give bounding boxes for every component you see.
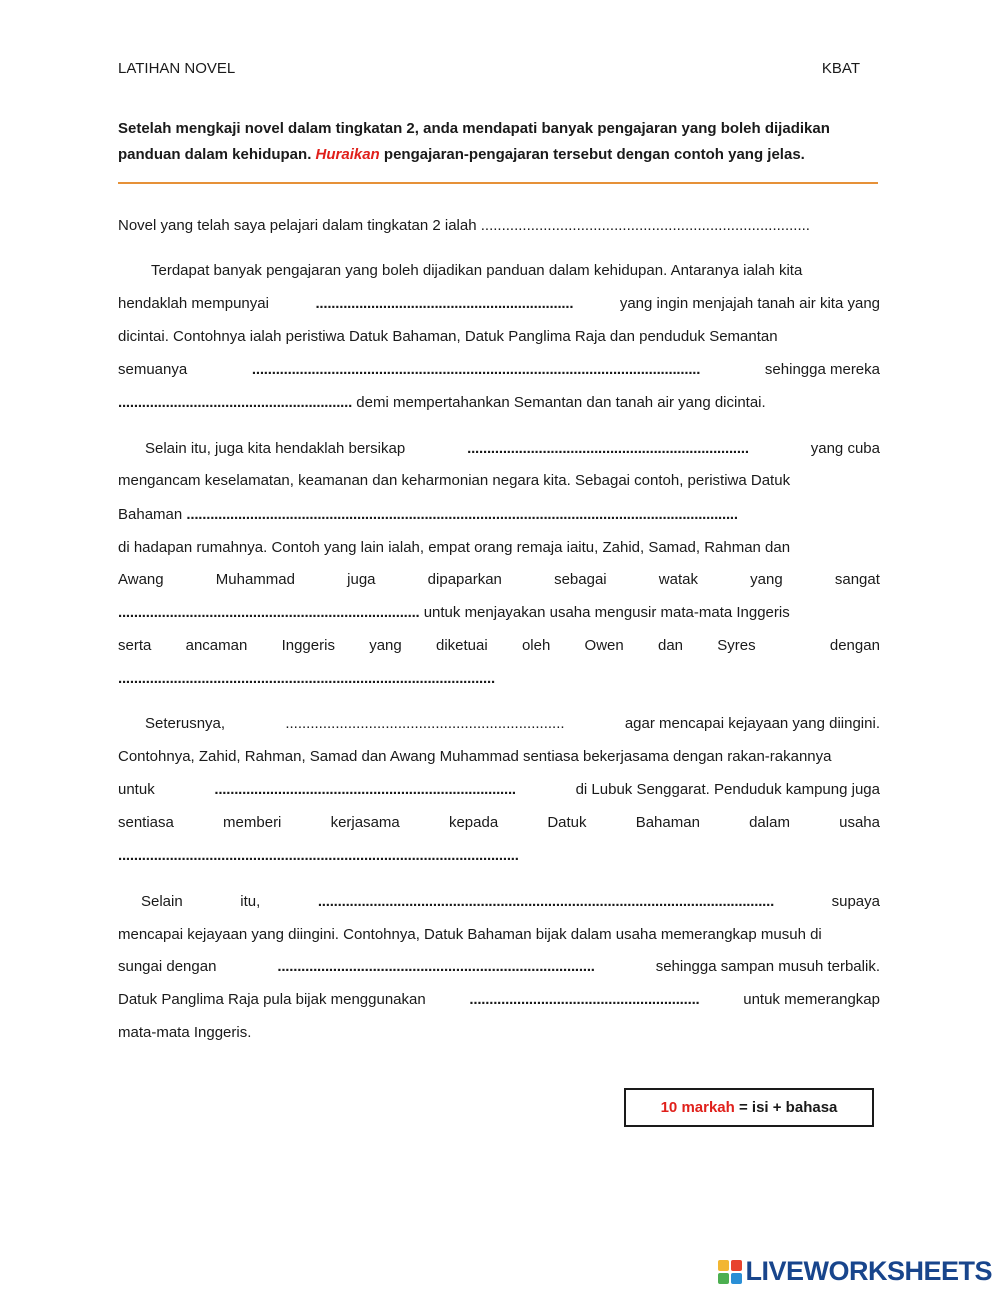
p3-text-1a: Seterusnya, — [145, 715, 226, 732]
answer-blank-5[interactable]: ........................................................................................................................................... — [186, 506, 738, 523]
p2-line-6 — [118, 602, 880, 624]
marks-value: 10 markah — [660, 1099, 735, 1116]
novel-answer-blank[interactable]: ............................................................................... — [480, 217, 810, 234]
p4-text-4c: untuk memerangkap — [743, 991, 880, 1008]
instruction-highlight: Huraikan — [315, 146, 380, 163]
p4-line-5 — [118, 1022, 880, 1044]
p2-line-7 — [118, 635, 880, 657]
p4-text-3c: sehingga sampan musuh terbalik. — [655, 958, 880, 975]
logo-icon — [718, 1260, 742, 1284]
p2-line-5 — [118, 569, 880, 591]
p3-line-2 — [118, 746, 880, 768]
p3-word: Datuk — [547, 814, 587, 831]
p1-text-4a: semuanya — [118, 361, 188, 378]
liveworksheets-logo — [718, 1256, 992, 1287]
p2-word: Inggeris — [281, 637, 335, 654]
p3-word: usaha — [839, 814, 880, 831]
instruction-part1: Setelah mengkaji novel dalam tingkatan 2, anda mendapati banyak pengajaran yang boleh dijadikan panduan dalam kehidupan. — [118, 120, 830, 163]
p2-word: Muhammad — [215, 571, 295, 588]
answer-blank-10[interactable]: ..................................................................................................... — [118, 847, 519, 864]
p4-text-4a: Datuk Panglima Raja pula bijak menggunakan — [118, 991, 426, 1008]
p2-word: dipaparkan — [427, 571, 502, 588]
p1-line-5 — [118, 392, 880, 414]
p2-text-1a: Selain itu, juga kita hendaklah bersikap — [145, 440, 406, 457]
instruction — [118, 116, 880, 168]
p3-word: dalam — [749, 814, 790, 831]
p1-line-4 — [118, 359, 880, 381]
p1-text-2a: hendaklah mempunyai — [118, 295, 269, 312]
answer-blank-8[interactable]: ................................................................... — [285, 715, 565, 732]
answer-blank-7[interactable]: ............................................................................................... — [118, 670, 495, 687]
p2-word: oleh — [521, 637, 551, 654]
p2-word: sebagai — [554, 571, 607, 588]
p2-line-2 — [118, 470, 880, 492]
p2-word: dengan — [829, 637, 880, 654]
p2-word: yang — [750, 571, 783, 588]
p1-line-3 — [118, 326, 880, 348]
p2-text-1c: yang cuba — [810, 440, 880, 457]
p1-line-2 — [118, 293, 880, 315]
p4-line-1 — [118, 891, 880, 913]
answer-blank-13[interactable]: .......................................................... — [469, 991, 700, 1008]
answer-blank-6[interactable]: ............................................................................ — [118, 604, 420, 621]
p4-line-2 — [118, 924, 880, 946]
p4-text-2: mencapai kejayaan yang diingini. Contohnya, Datuk Bahaman bijak dalam usaha memerangkap musuh di — [118, 926, 822, 943]
p2-text-2: mengancam keselamatan, keamanan dan keharmonian negara kita. Sebagai contoh, peristiwa Datuk — [118, 472, 791, 489]
p4-text-5: mata-mata Inggeris. — [118, 1024, 252, 1041]
p3-text-1c: agar mencapai kejayaan yang diingini. — [624, 715, 880, 732]
p1-text-4c: sehingga mereka — [764, 361, 880, 378]
p4-line-4 — [118, 989, 880, 1011]
p2-word: Syres — [717, 637, 756, 654]
answer-blank-4[interactable]: ....................................................................... — [467, 440, 749, 457]
logo-text: LIVEWORKSHEETS — [745, 1256, 992, 1286]
p3-text-2: Contohnya, Zahid, Rahman, Samad dan Awang Muhammad sentiasa bekerjasama dengan rakan-rakannya — [118, 748, 832, 765]
p2-word: watak — [658, 571, 698, 588]
p2-text-4: di hadapan rumahnya. Contoh yang lain ialah, empat orang remaja iaitu, Zahid, Samad, Rahman dan — [118, 539, 791, 556]
worksheet-title: LATIHAN NOVEL — [118, 60, 236, 77]
p3-word: kepada — [448, 814, 499, 831]
p2-word: sangat — [834, 571, 880, 588]
p4-text-1b: itu, — [240, 893, 261, 910]
intro-text: Novel yang telah saya pelajari dalam tingkatan 2 ialah — [118, 217, 477, 234]
p4-text-1a: Selain — [141, 893, 183, 910]
p2-word: yang — [369, 637, 402, 654]
p3-text-3c: di Lubuk Senggarat. Penduduk kampung juga — [575, 781, 880, 798]
p2-text-3a: Bahaman — [118, 506, 183, 523]
p1-text-2c: yang ingin menjajah tanah air kita yang — [619, 295, 880, 312]
p3-word: sentiasa — [118, 814, 174, 831]
p3-line-4 — [118, 812, 880, 834]
p2-word: diketuai — [435, 637, 488, 654]
p1-text-1: Terdapat banyak pengajaran yang boleh dijadikan panduan dalam kehidupan. Antaranya ialah kita — [151, 262, 803, 279]
p1-text-5b: demi mempertahankan Semantan dan tanah air yang dicintai. — [356, 394, 766, 411]
p3-text-3a: untuk — [118, 781, 155, 798]
answer-blank-12[interactable]: ................................................................................ — [277, 958, 595, 975]
p2-word: ancaman — [185, 637, 248, 654]
p2-line-4 — [118, 537, 880, 559]
p2-word: Owen — [584, 637, 624, 654]
divider-line — [118, 182, 878, 184]
p1-text-3: dicintai. Contohnya ialah peristiwa Datuk Bahaman, Datuk Panglima Raja dan penduduk Semantan — [118, 328, 778, 345]
p4-line-3 — [118, 956, 880, 978]
p2-word: juga — [347, 571, 376, 588]
p3-word: Bahaman — [635, 814, 700, 831]
marks-box — [624, 1088, 874, 1127]
answer-blank-11[interactable]: ................................................................................................................... — [317, 893, 775, 910]
p3-line-5 — [118, 845, 880, 867]
p3-line-1 — [118, 713, 880, 735]
p1-line-1 — [118, 260, 880, 282]
answer-blank-1[interactable]: ................................................................. — [315, 295, 574, 312]
p3-word: memberi — [223, 814, 282, 831]
answer-blank-3[interactable]: ........................................................... — [118, 394, 353, 411]
p2-text-6b: untuk menjayakan usaha mengusir mata-mata Inggeris — [423, 604, 790, 621]
answer-blank-9[interactable]: ............................................................................ — [214, 781, 516, 798]
intro-line — [118, 215, 880, 237]
p2-line-3 — [118, 504, 880, 526]
p2-word: Awang — [118, 571, 164, 588]
p2-line-8 — [118, 668, 880, 690]
answer-blank-2[interactable]: ................................................................................................................. — [251, 361, 701, 378]
p3-word: kerjasama — [330, 814, 400, 831]
worksheet-type: KBAT — [821, 60, 860, 77]
p3-line-3 — [118, 779, 880, 801]
p2-word: serta — [118, 637, 152, 654]
p4-text-3a: sungai dengan — [118, 958, 217, 975]
p2-line-1 — [118, 438, 880, 460]
instruction-part2: pengajaran-pengajaran tersebut dengan contoh yang jelas. — [383, 146, 805, 163]
p2-word: dan — [657, 637, 684, 654]
marks-criteria: = isi + bahasa — [738, 1099, 838, 1116]
p4-text-1d: supaya — [831, 893, 880, 910]
